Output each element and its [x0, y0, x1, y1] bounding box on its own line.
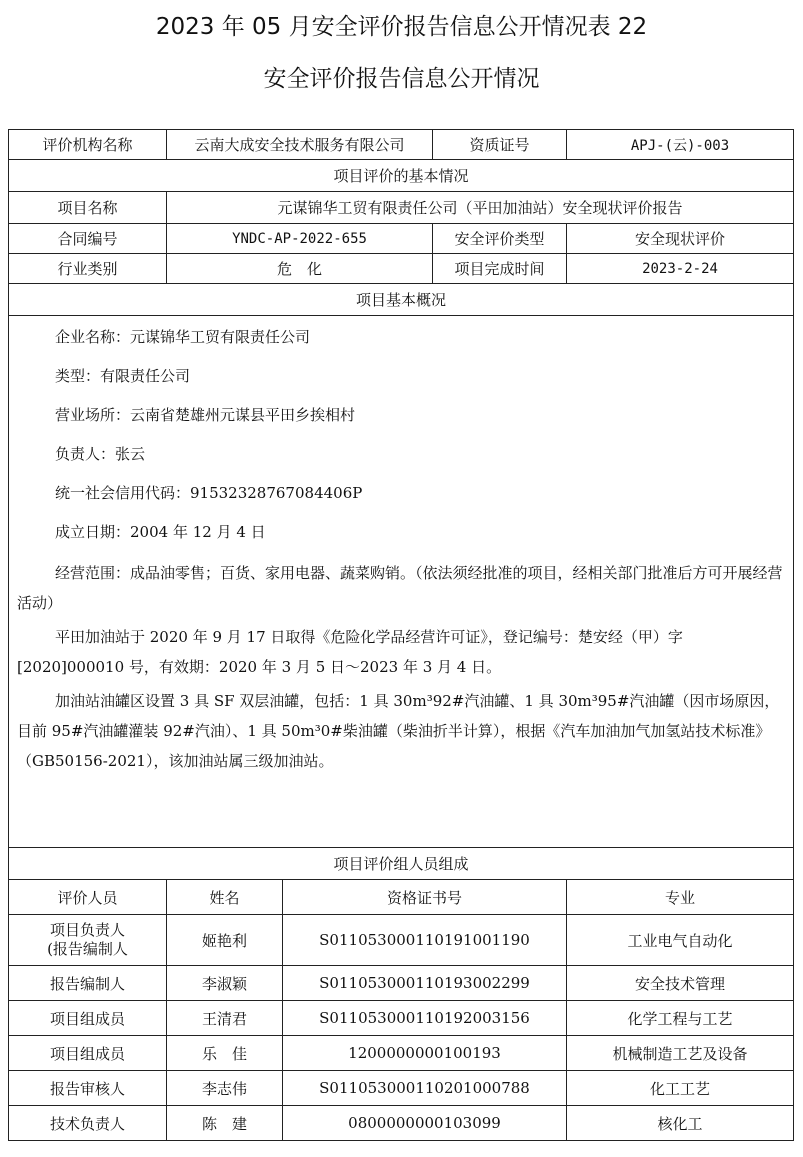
member-name: 王清君	[167, 1001, 283, 1036]
eval-type-value: 安全现状评价	[567, 224, 794, 254]
member-name: 姬艳利	[167, 915, 283, 966]
complete-time-label: 项目完成时间	[433, 254, 567, 284]
industry-value: 危 化	[167, 254, 433, 284]
member-major: 核化工	[567, 1106, 794, 1141]
member-cert: S011053000110193002299	[283, 966, 567, 1001]
tank-paragraph: 加油站油罐区设置 3 具 SF 双层油罐，包括：1 具 30m³92#汽油罐、1 具 30m³95#汽油罐（因市场原因，目前 95#汽油罐灌装 92#汽油）、1 具 50m³0#柴油罐（柴油折半计算），根据《汽车加油加气加氢站技术标准》（GB50156-2021），该加油站属三级加油站。	[17, 692, 780, 770]
member-cert: 0800000000103099	[283, 1106, 567, 1141]
table-row	[9, 1071, 794, 1106]
project-name-label: 项目名称	[9, 192, 167, 224]
member-role: 项目组成员	[9, 1001, 167, 1036]
member-major: 安全技术管理	[567, 966, 794, 1001]
overview-body	[9, 316, 794, 848]
overview-section-header	[9, 284, 794, 316]
project-name-value: 元谋锦华工贸有限责任公司（平田加油站）安全现状评价报告	[167, 192, 794, 224]
member-role-line: (报告编制人	[47, 940, 128, 958]
team-col-name: 姓名	[167, 880, 283, 915]
industry-label: 行业类别	[9, 254, 167, 284]
table-row	[9, 1036, 794, 1071]
report-title: 2023 年 05 月安全评价报告信息公开情况表 22	[155, 14, 648, 40]
table-row	[9, 1001, 794, 1036]
member-cert: S011053000110192003156	[283, 1001, 567, 1036]
team-section-title: 项目评价组人员组成	[9, 848, 794, 880]
report-subtitle: 安全评价报告信息公开情况	[263, 66, 540, 92]
team-col-cert: 资格证书号	[283, 880, 567, 915]
member-major: 化工工艺	[567, 1071, 794, 1106]
member-role: 报告审核人	[9, 1071, 167, 1106]
team-col-major: 专业	[567, 880, 794, 915]
table-row	[9, 966, 794, 1001]
cert-number: APJ-(云)-003	[567, 130, 794, 160]
org-label: 评价机构名称	[9, 130, 167, 160]
license-paragraph: 平田加油站于 2020 年 9 月 17 日取得《危险化学品经营许可证》，登记编号：楚安经（甲）字[2020]000010 号，有效期：2020 年 3 月 5 日～2023 年 3 月 4 日。	[17, 628, 683, 676]
contract-label: 合同编号	[9, 224, 167, 254]
member-cert: S011053000110201000788	[283, 1071, 567, 1106]
member-major: 化学工程与工艺	[567, 1001, 794, 1036]
member-name: 李淑颖	[167, 966, 283, 1001]
established-date-line: 成立日期：2004 年 12 月 4 日	[55, 523, 266, 541]
member-major: 工业电气自动化	[567, 915, 794, 966]
member-cert: S011053000110191001190	[283, 915, 567, 966]
company-type-line: 类型：有限责任公司	[55, 367, 191, 385]
company-name-line: 企业名称：元谋锦华工贸有限责任公司	[55, 328, 311, 346]
team-col-role: 评价人员	[9, 880, 167, 915]
member-role: 技术负责人	[9, 1106, 167, 1141]
table-row	[9, 915, 794, 966]
overview-section-title: 项目基本概况	[9, 284, 794, 316]
contract-number: YNDC-AP-2022-655	[167, 224, 433, 254]
member-role-line: 项目负责人	[49, 921, 125, 939]
member-major: 机械制造工艺及设备	[567, 1036, 794, 1071]
team-section-header	[9, 848, 794, 880]
basic-section-title: 项目评价的基本情况	[9, 160, 794, 192]
member-cert: 1200000000100193	[283, 1036, 567, 1071]
business-address-line: 营业场所：云南省楚雄州元谋县平田乡挨相村	[55, 406, 356, 424]
cert-label: 资质证号	[433, 130, 567, 160]
member-role: 报告编制人	[9, 966, 167, 1001]
table-row	[9, 1106, 794, 1141]
credit-code-line: 统一社会信用代码：91532328767084406P	[55, 484, 363, 502]
project-name-row	[9, 192, 794, 224]
business-scope-paragraph: 经营范围：成品油零售；百货、家用电器、蔬菜购销。（依法须经批准的项目，经相关部门批准后方可开展经营活动）	[17, 564, 783, 612]
member-name: 李志伟	[167, 1071, 283, 1106]
org-row	[9, 130, 794, 160]
member-name: 陈 建	[167, 1106, 283, 1141]
org-name: 云南大成安全技术服务有限公司	[167, 130, 433, 160]
team-header-row	[9, 880, 794, 915]
member-name: 乐 佳	[167, 1036, 283, 1071]
basic-section-header	[9, 160, 794, 192]
eval-type-label: 安全评价类型	[433, 224, 567, 254]
overview-row	[9, 316, 794, 848]
member-role	[9, 915, 167, 966]
contract-row	[9, 224, 794, 254]
responsible-person-line: 负责人：张云	[55, 445, 146, 463]
industry-row	[9, 254, 794, 284]
disclosure-table	[8, 129, 794, 1141]
member-role: 项目组成员	[9, 1036, 167, 1071]
complete-time-value: 2023-2-24	[567, 254, 794, 284]
